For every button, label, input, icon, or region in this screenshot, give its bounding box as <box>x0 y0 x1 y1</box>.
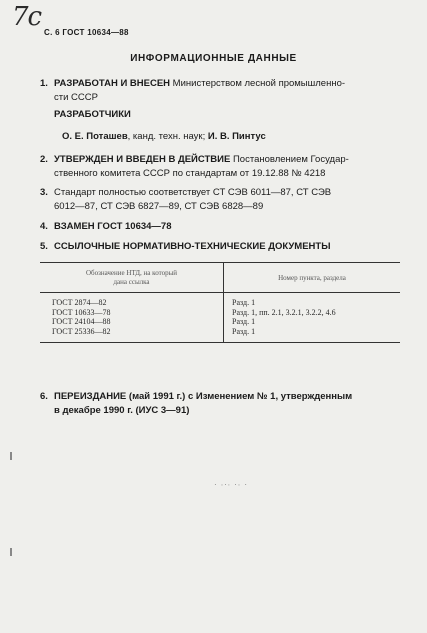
table-header-document <box>40 263 224 293</box>
table-cell-document: ГОСТ 24104—88 <box>40 317 224 327</box>
section-number: 1. <box>40 78 48 89</box>
table-cell-clause: Разд. 1 <box>232 317 256 326</box>
section-number: 3. <box>40 187 48 198</box>
section-text-continued: в декабре 1990 г. (ИУС 3—91) <box>54 405 190 416</box>
section-6 <box>40 390 412 418</box>
table-header-row <box>40 263 400 293</box>
table-row <box>40 327 400 343</box>
table-cell-document: ГОСТ 10633—78 <box>40 308 224 318</box>
page-title: ИНФОРМАЦИОННЫЕ ДАННЫЕ <box>130 53 297 64</box>
developers-names <box>62 131 266 142</box>
developers-label: РАЗРАБОТЧИКИ <box>54 109 131 120</box>
table-cell-document: ГОСТ 2874—82 <box>40 293 224 308</box>
references-table <box>40 262 400 343</box>
section-5 <box>40 240 412 254</box>
table-cell-document: ГОСТ 25336—82 <box>40 327 224 343</box>
pencil-scribble: · ∙·∙ ·∙ · <box>214 480 248 489</box>
header-line: дана ссылка <box>113 278 150 286</box>
section-number: 2. <box>40 154 48 165</box>
scan-edge-mark <box>10 548 12 556</box>
section-1 <box>40 77 412 105</box>
section-heading: УТВЕРЖДЕН И ВВЕДЕН В ДЕЙСТВИЕ <box>54 154 231 165</box>
scan-edge-mark <box>10 452 12 460</box>
section-2 <box>40 153 412 181</box>
handwritten-page-mark: 7с <box>12 2 42 32</box>
section-number: 5. <box>40 241 48 252</box>
table-row <box>40 293 400 308</box>
section-4 <box>40 220 412 234</box>
developer-name: И. В. Пинтус <box>207 131 266 142</box>
table-cell-clause: Разд. 1 <box>232 298 256 307</box>
table-cell-clause: Разд. 1 <box>224 327 401 343</box>
section-3 <box>40 186 412 214</box>
developer-title: , канд. техн. наук; <box>127 131 208 142</box>
section-text: Стандарт полностью соответствует СТ СЭВ 6011—87, СТ СЭВ <box>54 187 332 198</box>
section-text-continued: сти СССР <box>54 92 98 103</box>
table-row <box>40 308 400 318</box>
developer-name: О. Е. Поташев <box>62 131 128 142</box>
header-line: Обозначение НТД, на который <box>85 269 178 277</box>
table-cell-clause: Разд. 1, пп. 2.1, 3.2.1, 3.2.2, 4.6 <box>232 307 336 317</box>
section-number: 6. <box>40 391 48 402</box>
section-text-continued: ственного комитета СССР по стандартам от 19.12.88 № 4218 <box>54 168 326 179</box>
table-row <box>40 317 400 327</box>
section-heading: ССЫЛОЧНЫЕ НОРМАТИВНО-ТЕХНИЧЕСКИЕ ДОКУМЕНТЫ <box>54 241 331 252</box>
section-text: Министерством лесной промышленно- <box>170 78 346 89</box>
section-heading: РАЗРАБОТАН И ВНЕСЕН <box>54 78 171 89</box>
section-heading: ПЕРЕИЗДАНИЕ <box>54 391 127 402</box>
section-text: Постановлением Государ- <box>230 154 349 165</box>
section-text-continued: 6012—87, СТ СЭВ 6827—89, СТ СЭВ 6828—89 <box>54 201 264 212</box>
section-heading: ВЗАМЕН ГОСТ 10634—78 <box>54 221 172 232</box>
table-header-clause: Номер пункта, раздела <box>224 263 401 293</box>
section-text: (май 1991 г.) с Изменением № 1, утвержденным <box>126 391 353 402</box>
section-number: 4. <box>40 221 48 232</box>
page-header: С. 6 ГОСТ 10634—88 <box>44 28 129 37</box>
